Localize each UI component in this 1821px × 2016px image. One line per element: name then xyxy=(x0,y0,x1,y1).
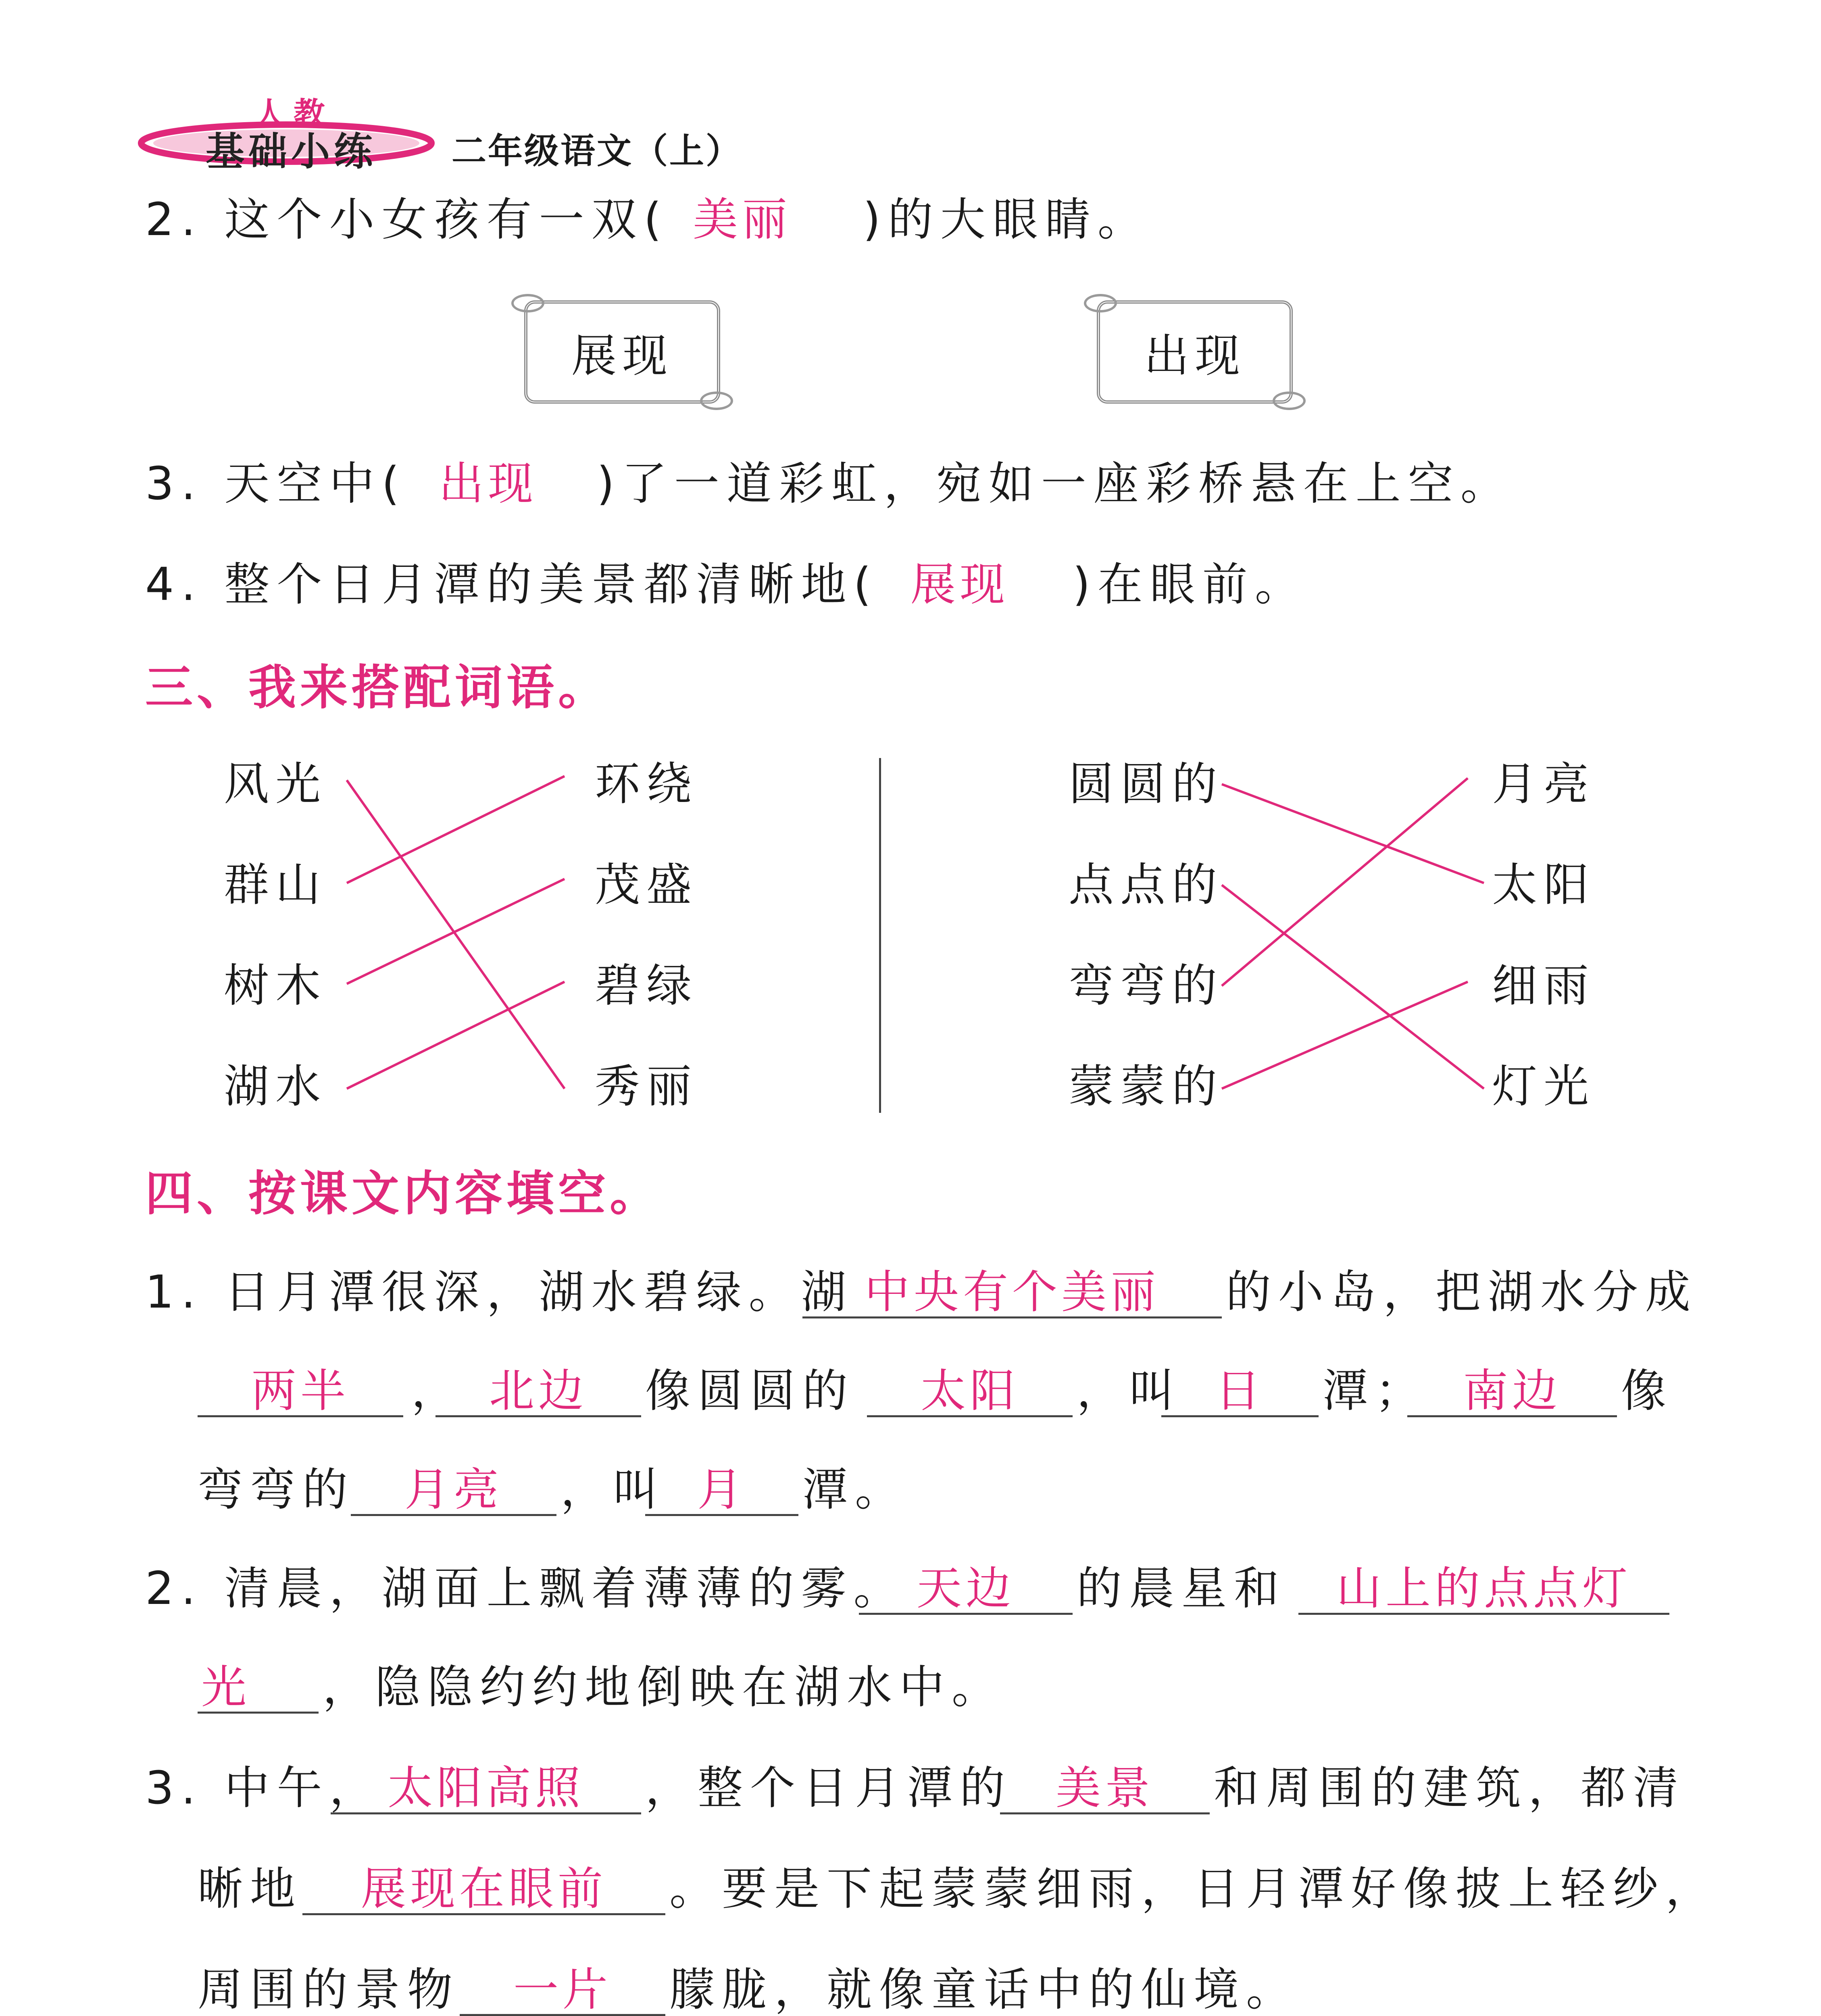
match-line-qunshan-huanrao xyxy=(347,776,565,883)
q4-2-t3: ，隐隐约约地倒映在湖水中。 xyxy=(323,1661,1004,1714)
match-left-b-3: 碧绿 xyxy=(595,960,698,1012)
q4-1-a3: 北边 xyxy=(489,1365,588,1417)
q4-1-a4: 太阳 xyxy=(921,1365,1019,1417)
word-box-2: 出现 xyxy=(1097,300,1293,404)
q4-1-a5: 日 xyxy=(1215,1365,1265,1417)
q4-3-t1: 3. 中午， xyxy=(145,1762,382,1814)
q4-1-a2: 两半 xyxy=(251,1365,350,1417)
q4-1-t10: 潭。 xyxy=(802,1464,907,1516)
q2-2-answer: 美丽 xyxy=(693,194,791,246)
q4-3-t6: 周围的景物 xyxy=(198,1964,460,2016)
match-line-wanwan-yueliang xyxy=(1222,778,1468,986)
match-line-fengguang-xiuli xyxy=(347,780,565,1089)
q4-3-t4: 晰地 xyxy=(198,1863,302,1915)
q2-4-text-post: )在眼前。 xyxy=(1073,558,1307,611)
match-right-a-1: 圆圆的 xyxy=(1069,758,1223,810)
word-box-1: 展现 xyxy=(524,300,720,404)
series-title: 基础小练 xyxy=(206,129,377,174)
q4-3-t7: 朦胧，就像童话中的仙境。 xyxy=(669,1964,1298,2016)
publisher-label: 人教 xyxy=(254,96,333,132)
match-right-a-4: 蒙蒙的 xyxy=(1069,1060,1223,1113)
q4-3-t2: ，整个日月潭的 xyxy=(645,1762,1012,1814)
match-line-diandian-dengguang xyxy=(1222,885,1484,1089)
match-right-b-2: 太阳 xyxy=(1492,859,1595,911)
match-right-a-2: 点点的 xyxy=(1069,859,1223,911)
match-right-b-1: 月亮 xyxy=(1492,758,1595,810)
q2-2-text-pre: 2. 这个小女孩有一双( xyxy=(145,194,669,246)
q2-3-text-pre: 3. 天空中( xyxy=(145,458,407,510)
q4-2-a1: 天边 xyxy=(917,1562,1015,1615)
q4-1-t9: ，叫 xyxy=(560,1464,665,1516)
match-left-b-1: 环绕 xyxy=(595,758,698,810)
q4-1-a8: 月 xyxy=(697,1464,746,1516)
match-right-b-3: 细雨 xyxy=(1492,960,1595,1012)
match-right-a-3: 弯弯的 xyxy=(1069,960,1223,1012)
q4-1-a6: 南边 xyxy=(1463,1365,1561,1417)
q4-1-t7: 像 xyxy=(1621,1365,1673,1417)
q2-4-answer: 展现 xyxy=(910,558,1009,611)
match-left-a-1: 风光 xyxy=(224,758,327,810)
q2-3-answer: 出现 xyxy=(439,458,537,510)
subject-label: 二年级语文（上） xyxy=(452,131,742,171)
q4-2-t2: 的晨星和 xyxy=(1077,1562,1286,1615)
match-line-shumu-maosheng xyxy=(347,879,565,984)
q4-1-t4: 像圆圆的 xyxy=(645,1365,855,1417)
match-left-b-4: 秀丽 xyxy=(595,1060,698,1113)
match-right-b-4: 灯光 xyxy=(1492,1060,1595,1113)
match-left-a-4: 湖水 xyxy=(224,1060,327,1113)
q4-1-t5: ，叫 xyxy=(1077,1365,1181,1417)
q4-3-a3: 展现在眼前 xyxy=(361,1863,607,1915)
q4-1-a7: 月亮 xyxy=(404,1464,503,1516)
q4-1-t3: ， xyxy=(411,1365,464,1417)
q4-3-t3: 和周围的建筑，都清 xyxy=(1214,1762,1686,1814)
q4-1-t8: 弯弯的 xyxy=(198,1464,355,1516)
q4-2-a3: 光 xyxy=(201,1661,250,1714)
q4-3-a1: 太阳高照 xyxy=(388,1762,584,1814)
q4-1-a1: 中央有个美丽 xyxy=(865,1266,1160,1318)
q4-1-t1: 1. 日月潭很深，湖水碧绿。湖 xyxy=(145,1266,854,1318)
match-left-a-3: 树木 xyxy=(224,960,327,1012)
match-line-hushui-bilv xyxy=(347,982,565,1089)
q4-1-t2: 的小岛，把湖水分成 xyxy=(1226,1266,1698,1318)
q4-2-t1: 2. 清晨，湖面上飘着薄薄的雾。 xyxy=(145,1562,906,1615)
match-left-a-2: 群山 xyxy=(224,859,327,911)
match-left-b-2: 茂盛 xyxy=(595,859,698,911)
section4-title: 四、按课文内容填空。 xyxy=(145,1166,662,1221)
q2-4-text-pre: 4. 整个日月潭的美景都清晰地( xyxy=(145,558,879,611)
q4-3-t5: 。要是下起蒙蒙细雨，日月潭好像披上轻纱， xyxy=(669,1863,1718,1915)
q4-3-a2: 美景 xyxy=(1056,1762,1154,1814)
match-line-mengmeng-xiyu xyxy=(1222,982,1468,1089)
q4-3-a4: 一片 xyxy=(513,1964,612,2016)
section3-title: 三、我来搭配词语。 xyxy=(145,660,610,715)
q4-2-a2: 山上的点点灯 xyxy=(1336,1562,1631,1615)
q4-1-t6: 潭； xyxy=(1323,1365,1427,1417)
q2-2-text-post: )的大眼睛。 xyxy=(863,194,1150,246)
q2-3-text-post: )了一道彩虹，宛如一座彩桥悬在上空。 xyxy=(597,458,1513,510)
